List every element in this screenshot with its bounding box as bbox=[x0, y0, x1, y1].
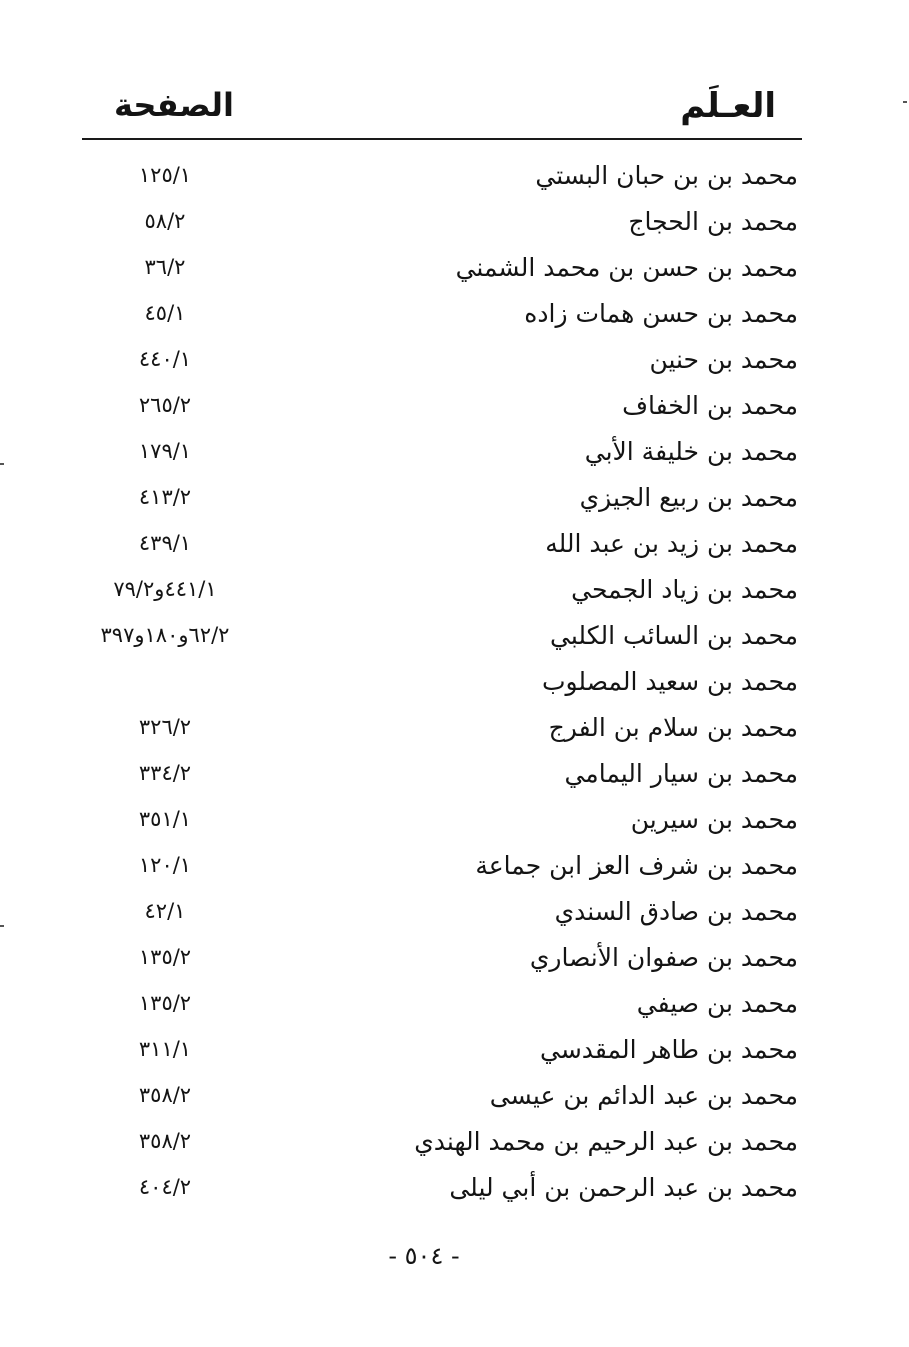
entry-name: محمد بن الخفاف bbox=[622, 391, 798, 420]
entry-page-ref: ٣٣٤/٢ bbox=[138, 761, 192, 785]
entry-page-ref: ٣١١/١ bbox=[138, 1037, 192, 1061]
index-entry bbox=[80, 247, 802, 293]
index-entry bbox=[80, 1029, 802, 1075]
entry-name: محمد بن صيفي bbox=[636, 989, 798, 1018]
index-entry bbox=[80, 937, 802, 983]
index-entry bbox=[80, 385, 802, 431]
entry-name: محمد بن بن حبان البستي bbox=[535, 161, 798, 190]
entry-page-ref: ١٢٥/١ bbox=[138, 163, 192, 187]
index-entry bbox=[80, 707, 802, 753]
index-entry bbox=[80, 339, 802, 385]
entry-name: محمد بن عبد الدائم بن عيسى bbox=[489, 1081, 798, 1110]
index-entry bbox=[80, 477, 802, 523]
entry-name: محمد بن عبد الرحيم بن محمد الهندي bbox=[414, 1127, 798, 1156]
index-entry bbox=[80, 155, 802, 201]
index-entry bbox=[80, 201, 802, 247]
header-divider bbox=[82, 138, 802, 140]
entry-page-ref: ٣٢٦/٢ bbox=[138, 715, 192, 739]
index-entries bbox=[80, 155, 802, 1215]
index-entry bbox=[80, 569, 802, 615]
entry-name: محمد بن سيار اليمامي bbox=[564, 759, 798, 788]
scan-edge-mark bbox=[903, 101, 907, 103]
index-entry bbox=[80, 1167, 802, 1213]
entry-page-ref: ٣٥١/١ bbox=[138, 807, 192, 831]
index-entry bbox=[80, 891, 802, 937]
entry-page-ref: ٤٣٩/١ bbox=[138, 531, 192, 555]
entry-name: محمد بن سعيد المصلوب bbox=[541, 667, 798, 696]
scan-edge-mark bbox=[0, 463, 4, 465]
page-number: - ٥٠٤ - bbox=[388, 1242, 460, 1270]
index-entry bbox=[80, 293, 802, 339]
entry-page-ref: ٣٥٨/٢ bbox=[138, 1129, 192, 1153]
entry-name: محمد بن شرف العز ابن جماعة bbox=[475, 851, 798, 880]
index-entry bbox=[80, 615, 802, 661]
entry-name: محمد بن السائب الكلبي bbox=[550, 621, 798, 650]
entry-page-ref: ١٧٩/١ bbox=[138, 439, 192, 463]
entry-name: محمد بن حسن همات زاده bbox=[524, 299, 798, 328]
entry-page-ref: ٣٦/٢ bbox=[144, 255, 186, 279]
entry-name: محمد بن حسن بن محمد الشمني bbox=[455, 253, 798, 282]
entry-name: محمد بن صفوان الأنصاري bbox=[529, 943, 798, 972]
entry-page-ref: ٥٨/٢ bbox=[144, 209, 186, 233]
entry-page-ref: ٤٤١/١و٧٩/٢ bbox=[113, 577, 217, 601]
index-entry bbox=[80, 523, 802, 569]
column-header-page: الصفحة bbox=[114, 86, 235, 124]
entry-page-ref: ٤٢/١ bbox=[144, 899, 186, 923]
entry-name: محمد بن زياد الجمحي bbox=[571, 575, 798, 604]
index-entry bbox=[80, 661, 802, 707]
entry-name: محمد بن خليفة الأبي bbox=[584, 437, 798, 466]
entry-page-ref: ١٣٥/٢ bbox=[138, 945, 192, 969]
entry-page-ref: ٤١٣/٢ bbox=[138, 485, 192, 509]
entry-page-ref: ٦٢/٢و١٨٠و٣٩٧ bbox=[100, 623, 230, 647]
index-entry bbox=[80, 431, 802, 477]
entry-name: محمد بن الحجاج bbox=[628, 207, 798, 236]
entry-name: محمد بن سيرين bbox=[630, 805, 798, 834]
entry-name: محمد بن طاهر المقدسي bbox=[540, 1035, 798, 1064]
entry-name: محمد بن عبد الرحمن بن أبي ليلى bbox=[449, 1173, 798, 1202]
index-entry bbox=[80, 983, 802, 1029]
entry-name: محمد بن حنين bbox=[649, 345, 798, 374]
index-entry bbox=[80, 845, 802, 891]
scan-edge-mark bbox=[0, 925, 4, 927]
entry-name: محمد بن ربيع الجيزي bbox=[579, 483, 798, 512]
index-header bbox=[80, 78, 802, 134]
entry-page-ref: ٤٤٠/١ bbox=[138, 347, 192, 371]
entry-name: محمد بن سلام بن الفرج bbox=[548, 713, 798, 742]
entry-page-ref: ٤٥/١ bbox=[144, 301, 186, 325]
index-entry bbox=[80, 1075, 802, 1121]
entry-page-ref: ٣٥٨/٢ bbox=[138, 1083, 192, 1107]
entry-page-ref: ٤٠٤/٢ bbox=[138, 1175, 192, 1199]
entry-name: محمد بن صادق السندي bbox=[554, 897, 798, 926]
index-entry bbox=[80, 753, 802, 799]
index-entry bbox=[80, 799, 802, 845]
entry-page-ref: ١٣٥/٢ bbox=[138, 991, 192, 1015]
entry-page-ref: ١٢٠/١ bbox=[138, 853, 192, 877]
entry-name: محمد بن زيد بن عبد الله bbox=[545, 529, 798, 558]
column-header-name: العـلَم bbox=[680, 86, 776, 126]
index-entry bbox=[80, 1121, 802, 1167]
entry-page-ref: ٢٦٥/٢ bbox=[138, 393, 192, 417]
